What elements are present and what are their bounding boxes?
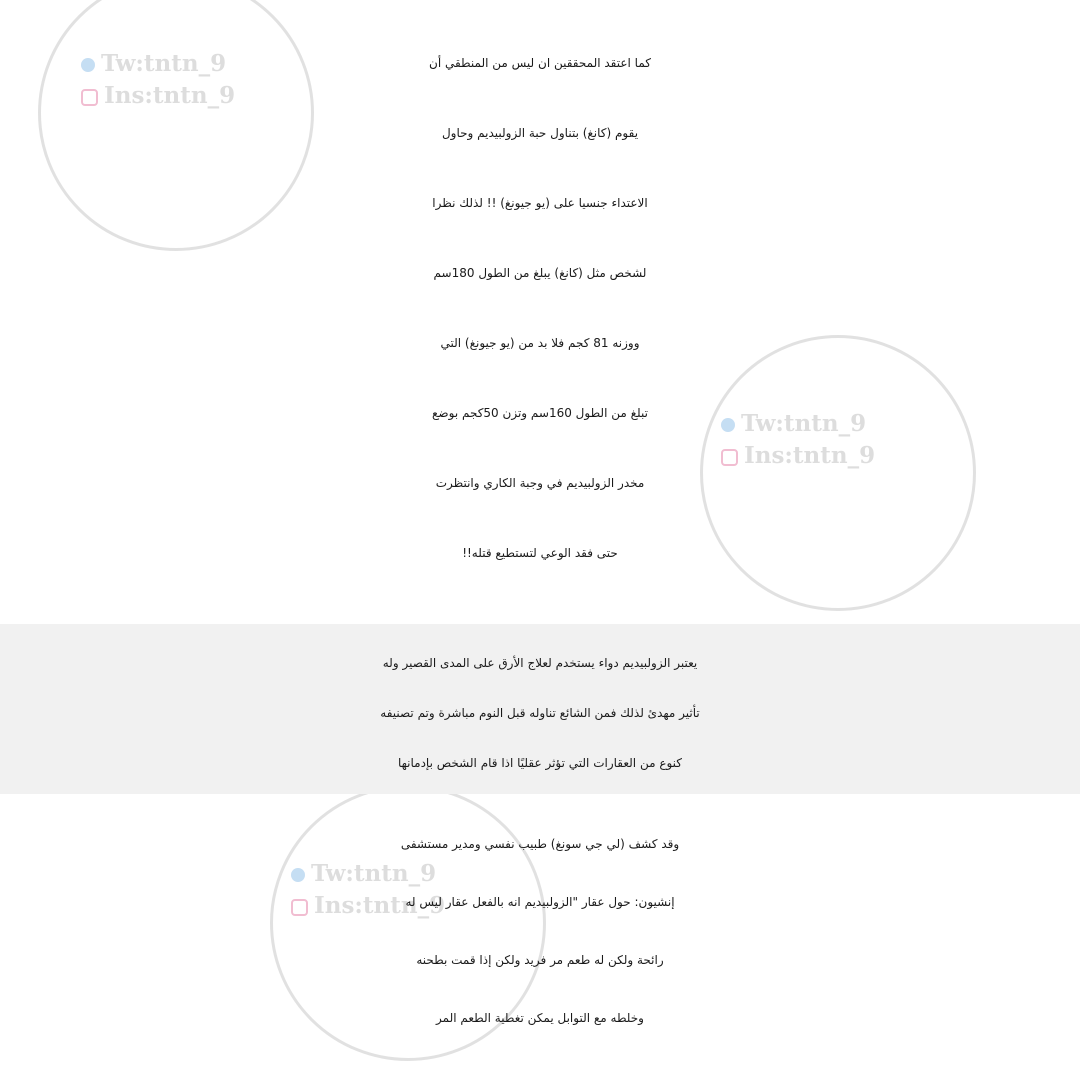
watermark-twitter: Tw:tntn_9 bbox=[741, 410, 867, 437]
watermark-instagram: Ins:tntn_9 bbox=[104, 82, 236, 109]
text-line: وقد كشف (لي جي سونغ) طبيب نفسي ومدير مستشفى bbox=[400, 837, 680, 851]
note-line: كنوع من العقارات التي تؤثر عقليًا اذا قام الشخص بإدمانها bbox=[397, 756, 683, 770]
text-line: رائحة ولكن له طعم مر فريد ولكن إذا قمت بطحنه bbox=[416, 953, 664, 967]
watermark-instagram: Ins:tntn_9 bbox=[744, 442, 876, 469]
text-line: ووزنه 81 كجم فلا بد من (يو جيونغ) التي bbox=[440, 336, 640, 350]
watermark-instagram: Ins:tntn_9 bbox=[314, 892, 446, 919]
main-paragraph bbox=[0, 28, 1080, 618]
text-line: إنشيون: حول عقار "الزولبيديم انه بالفعل عقار ليس له bbox=[405, 895, 675, 909]
text-line: مخدر الزولبيديم في وجبة الكاري وانتظرت bbox=[435, 476, 645, 490]
text-line: تبلغ من الطول 160سم وتزن 50كجم بوضع bbox=[432, 406, 648, 420]
note-line: يعتبر الزولبيديم دواء يستخدم لعلاج الأرق على المدى القصير وله bbox=[382, 656, 698, 670]
note-box bbox=[0, 624, 1080, 794]
text-line: حتى فقد الوعي لتستطيع قتله!! bbox=[462, 546, 618, 560]
note-line: تأثير مهدئ لذلك فمن الشائع تناوله قبل النوم مباشرة وتم تصنيفه bbox=[380, 706, 700, 720]
text-line: وخلطه مع التوابل يمكن تغطية الطعم المر bbox=[436, 1011, 644, 1025]
text-line: الاعتداء جنسيا على (يو جيونغ) !! لذلك نظرا bbox=[432, 196, 648, 210]
watermark-twitter: Tw:tntn_9 bbox=[311, 860, 437, 887]
text-line: كما اعتقد المحققين ان ليس من المنطقي أن bbox=[429, 56, 651, 70]
quote-paragraph bbox=[0, 815, 1080, 1065]
text-line: لشخص مثل (كانغ) يبلغ من الطول 180سم bbox=[433, 266, 647, 280]
watermark-twitter: Tw:tntn_9 bbox=[101, 50, 227, 77]
text-line: يقوم (كانغ) بتناول حبة الزولبيديم وحاول bbox=[441, 126, 639, 140]
